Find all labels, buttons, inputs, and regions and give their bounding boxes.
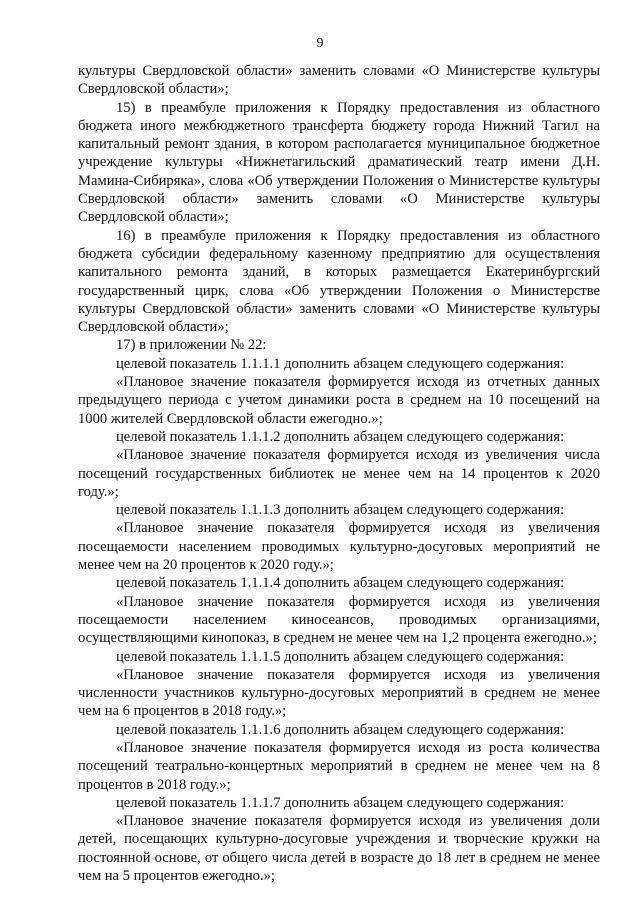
paragraph: «Плановое значение показателя формируется исходя из отчетных данных предыдущего периода с учетом динамики роста в среднем на 10 посещений на 1000 жителей Свердловской области ежегодно.»; xyxy=(78,374,600,427)
document-body xyxy=(78,62,600,885)
paragraph: «Плановое значение показателя формируется исходя из увеличения посещаемости населением киносеансов, проводимых организациями, осуществляющими кинопоказ, в среднем не менее чем на 1,2 процента ежегодно.»; xyxy=(78,593,600,647)
paragraph: целевой показатель 1.1.1.7 дополнить абзацем следующего содержания: xyxy=(116,794,565,811)
paragraph: культуры Свердловской области» заменить словами «О Министерстве культуры Свердловской области»; xyxy=(78,63,600,98)
paragraph: 17) в приложении № 22: xyxy=(116,337,267,354)
paragraph: «Плановое значение показателя формируется исходя из увеличения посещаемости населением проводимых культурно-досуговых мероприятий не менее чем на 20 процентов к 2020 году.»; xyxy=(78,520,600,574)
paragraph: «Плановое значение показателя формируется исходя из увеличения численности участников культурно-досуговых мероприятий в среднем не менее чем на 6 процентов в 2018 году.»; xyxy=(78,666,600,720)
paragraph: целевой показатель 1.1.1.4 дополнить абзацем следующего содержания: xyxy=(116,575,565,592)
paragraph: целевой показатель 1.1.1.5 дополнить абзацем следующего содержания: xyxy=(116,648,565,665)
page-number: 9 xyxy=(316,36,324,51)
paragraph: целевой показатель 1.1.1.2 дополнить абзацем следующего содержания: xyxy=(116,428,565,445)
paragraph: 16) в преамбуле приложения к Порядку предоставления из областного бюджета субсидии федеральному казенному предприятию для осуществления капитального ремонта зданий, в которых размещается Екатеринбургский государственный цирк, слова «Об утверждении Положения о Министерстве культуры Свердловской области» заменить словами «О Министерстве культуры Свердловской области»; xyxy=(78,227,600,336)
paragraph: целевой показатель 1.1.1.3 дополнить абзацем следующего содержания: xyxy=(116,502,565,519)
paragraph: 15) в преамбуле приложения к Порядку предоставления из областного бюджета иного межбюджетного трансферта бюджету города Нижний Тагил на капитальный ремонт здания, в котором располагается муниципальное бюджетное учреждение культуры «Нижнетагильский драматический театр имени Д.Н. Мамина-Сибиряка», слова «Об утверждении Положения о Министерстве культуры Свердловской области» заменить словами «О Министерстве культуры Свердловской области»; xyxy=(78,99,600,226)
paragraph: целевой показатель 1.1.1.6 дополнить абзацем следующего содержания: xyxy=(116,721,565,738)
paragraph: целевой показатель 1.1.1.1 дополнить абзацем следующего содержания: xyxy=(116,355,565,372)
paragraph: «Плановое значение показателя формируется исходя из увеличения числа посещений государственных библиотек не менее чем на 14 процентов к 2020 году.»; xyxy=(78,447,600,500)
paragraph: «Плановое значение показателя формируется исходя из увеличения доли детей, посещающих культурно-досуговые учреждения и творческие кружки на постоянной основе, от общего числа детей в возрасте до 18 лет в среднем не менее чем на 5 процентов ежегодно.»; xyxy=(78,813,600,885)
paragraph: «Плановое значение показателя формируется исходя из роста количества посещений театрально-концертных мероприятий в среднем не менее чем на 8 процентов в 2018 году.»; xyxy=(78,739,600,793)
